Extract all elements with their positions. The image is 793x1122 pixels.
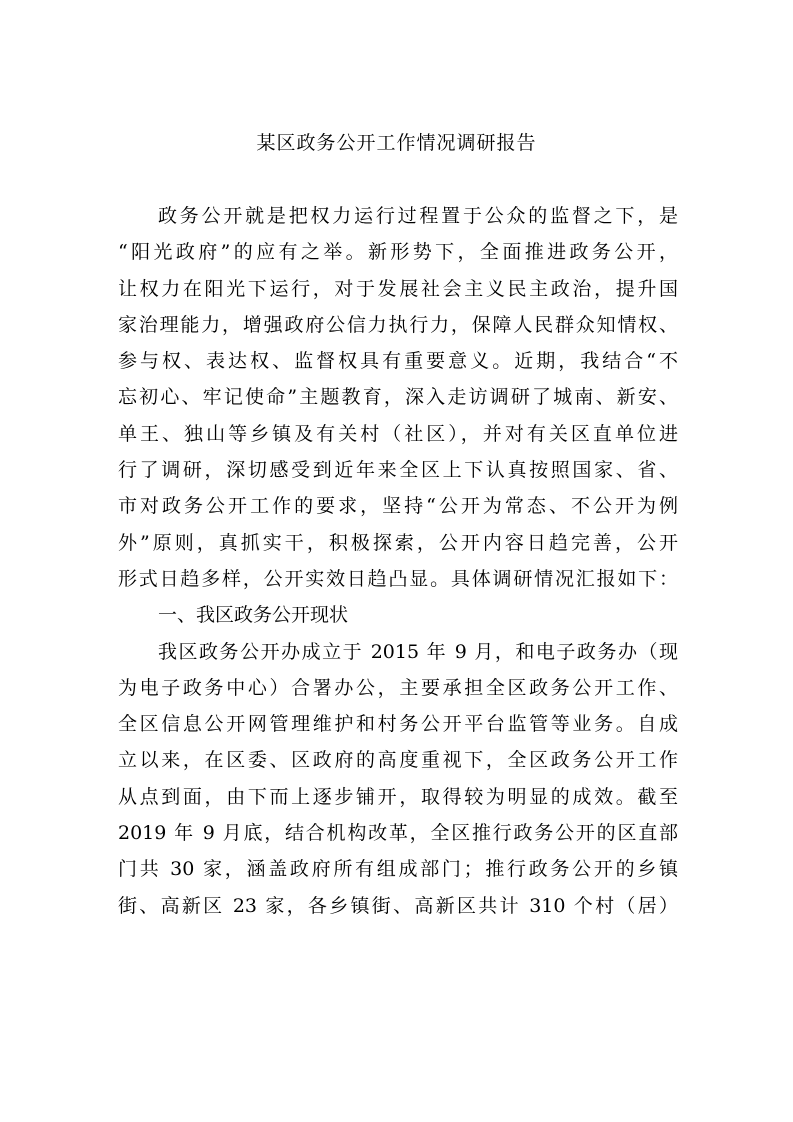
- body-line: 单王、独山等乡镇及有关村（社区），并对有关区直单位进: [118, 422, 678, 445]
- body-line: 行了调研，深切感受到近年来全区上下认真按照国家、省、: [118, 459, 678, 482]
- body-line: 从点到面，由下而上逐步铺开，取得较为明显的成效。截至: [118, 785, 678, 808]
- body-line: 家治理能力，增强政府公信力执行力，保障人民群众知情权、: [118, 313, 678, 336]
- body-line: 形式日趋多样，公开实效日趋凸显。具体调研情况汇报如下：: [118, 567, 678, 590]
- body-line: 一、我区政务公开现状: [158, 604, 349, 627]
- body-line: 市对政务公开工作的要求，坚持“公开为常态、不公开为例: [118, 495, 678, 518]
- document-title: 某区政务公开工作情况调研报告: [256, 132, 537, 154]
- body-line: 政务公开就是把权力运行过程置于公众的监督之下，是: [158, 205, 678, 227]
- body-line: 2019 年 9 月底，结合机构改革，全区推行政务公开的区直部: [118, 822, 678, 845]
- document-body: [118, 198, 678, 924]
- body-line: 街、高新区 23 家，各乡镇街、高新区共计 310 个村（居）: [118, 894, 678, 917]
- body-line: 立以来，在区委、区政府的高度重视下，全区政务公开工作: [118, 749, 678, 772]
- body-line: 为电子政务中心）合署办公，主要承担全区政务公开工作、: [118, 676, 678, 699]
- body-line: 让权力在阳光下运行，对于发展社会主义民主政治，提升国: [118, 277, 678, 300]
- body-line: 参与权、表达权、监督权具有重要意义。近期，我结合“不: [118, 350, 678, 373]
- body-line: 全区信息公开网管理维护和村务公开平台监管等业务。自成: [118, 713, 678, 736]
- body-line: “阳光政府”的应有之举。新形势下，全面推进政务公开，: [118, 241, 678, 264]
- body-line: 忘初心、牢记使命”主题教育，深入走访调研了城南、新安、: [118, 386, 678, 409]
- body-line: 我区政务公开办成立于 2015 年 9 月，和电子政务办（现: [158, 640, 678, 663]
- body-line: 门共 30 家，涵盖政府所有组成部门；推行政务公开的乡镇: [118, 858, 678, 881]
- body-line: 外”原则，真抓实干，积极探索，公开内容日趋完善，公开: [118, 531, 678, 554]
